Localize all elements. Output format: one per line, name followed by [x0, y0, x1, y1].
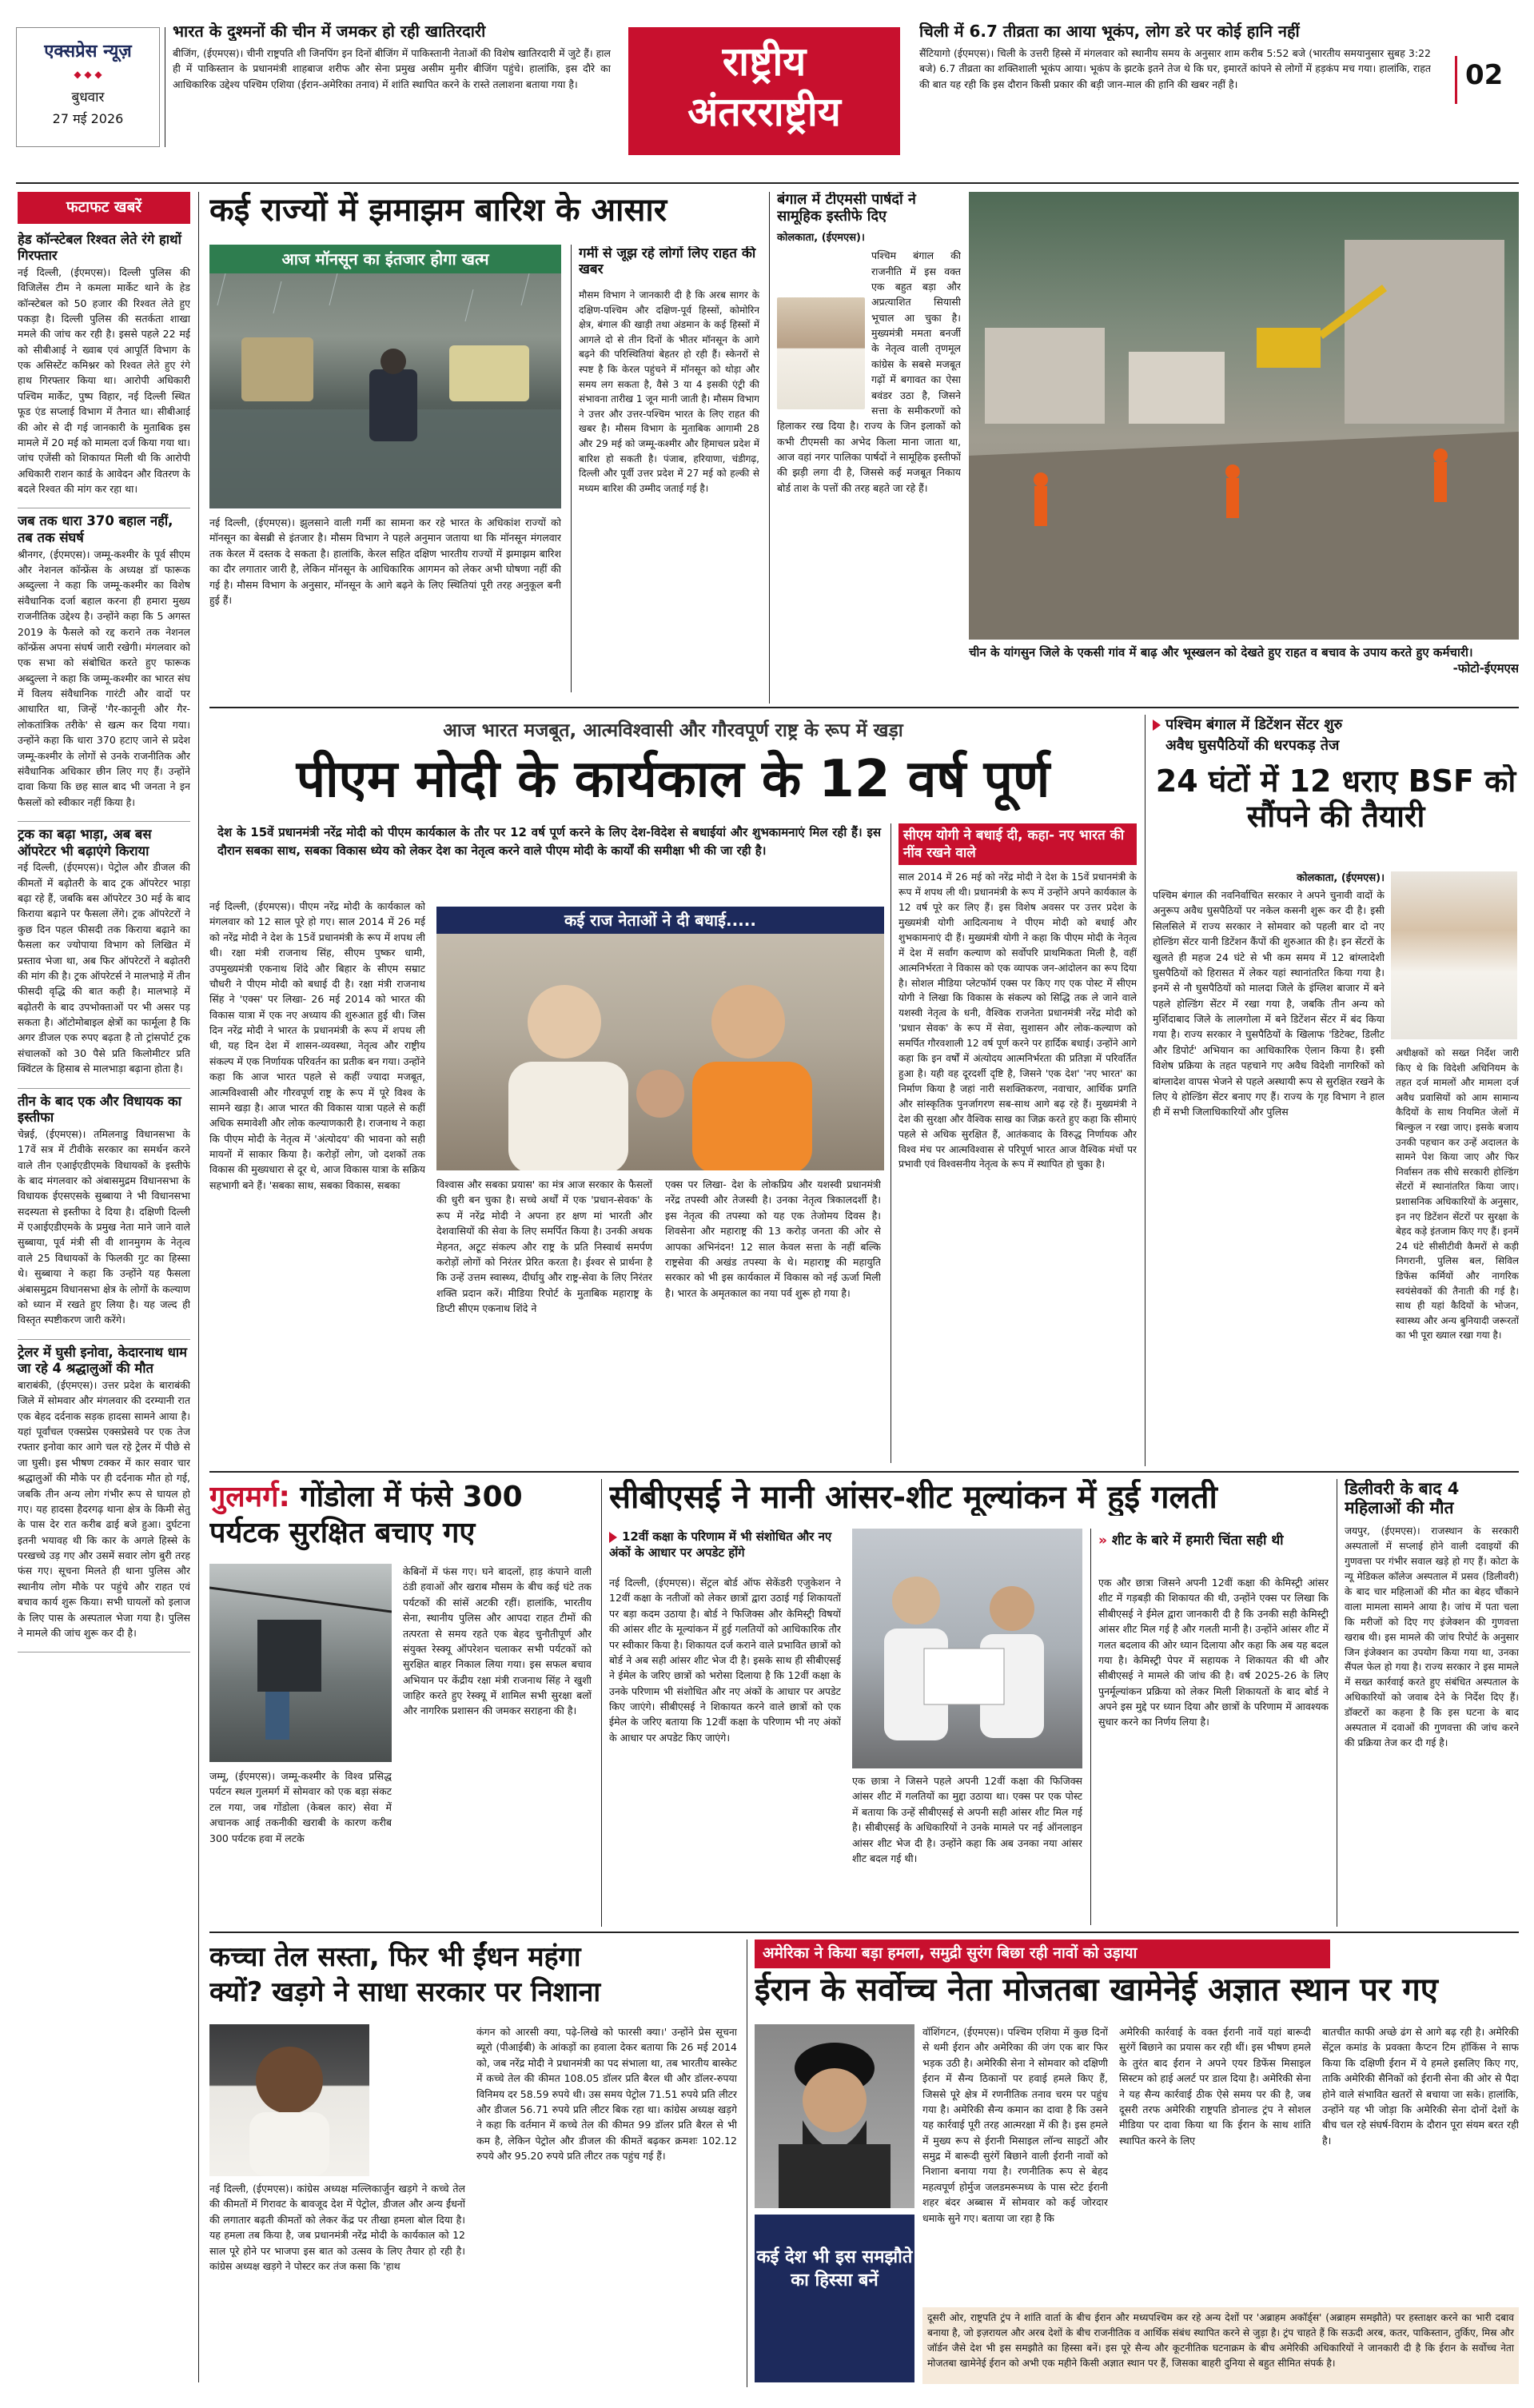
photo-band: आज मॉनसून का इंतजार होगा खत्म: [209, 245, 561, 273]
divider: [571, 245, 572, 692]
headline: कई राज्यों में झमाझम बारिश के आसार: [209, 192, 667, 229]
headline: भारत के दुश्मनों की चीन में जमकर हो रही खातिरदारी: [173, 22, 486, 41]
paper-name: एक्सप्रेस न्यूज़: [44, 42, 132, 62]
section-title-line1: राष्ट्रीय: [722, 38, 807, 85]
sidebar-story: [18, 827, 190, 1089]
dateline: कोलकाता, (ईएमएस)।: [1297, 872, 1385, 884]
column-2: कंगन को आरसी क्या, पढ़े-लिखे को फारसी क्या।' उन्होंने प्रेस सूचना ब्यूरो (पीआईबी) के आंकड़ों का हवाला देकर बताया कि 26 मई 2014 को, जब नरेंद्र मोदी ने प्रधानमंत्री का पद संभाला था, तब भारतीय बास्केट में कच्चे तेल की कीमत 108.05 डॉलर प्रति बैरल थी और डॉलर-रुपया विनिमय दर 58.59 रुपये थी। उस समय पेट्रोल 71.51 रुपये प्रति लीटर और डीजल 56.71 रुपये प्रति लीटर बिक रहा था। कांग्रेस अध्यक्ष खड़गे ने कहा कि वर्तमान में कच्चे तेल की कीमत 99 डॉलर प्रति बैरल से भी कम है, लेकिन पेट्रोल और डीजल की कीमतें बढ़कर क्रमशः 102.12 रुपये और 95.20 रुपये प्रति लीटर तक पहुंच गई हैं।: [476, 2026, 737, 2162]
column-3: एक्स पर लिखा- देश के लोकप्रिय और यशस्वी प्रधानमंत्री नरेंद्र तपस्वी और तेजस्वी है। उनका नेतृत्व त्रिकालदर्शी है। इस नेतृत्व की तपस्या को यह एक तेजोमय दिवस है। शिवसेना और महाराष्ट्र की 13 करोड़ जनता की ओर से आपका अभिनंदन! 12 साल केवल सत्ता के नहीं बल्कि राष्ट्रसेवा की अखंड तपस्या के थे। महाराष्ट्र की महायुति सरकार को भी इस कार्यकाल में विकास को नई ऊर्जा मिली है। भारत के अमृतकाल का नया पर्व शुरू हो गया है।: [665, 1178, 881, 1299]
headline: पीएम मोदी के कार्यकाल के 12 वर्ष पूर्ण: [296, 750, 1050, 810]
sidebar-story-body: नई दिल्ली, (ईएमएस)। पेट्रोल और डीजल की कीमतों में बढ़ोतरी के बाद ट्रक ऑपरेटर भाड़ा बढ़ा रहे हैं, जबकि बस ऑपरेटर 30 मई के बाद किराया बढ़ाने पर फैसला लेंगे। ट्रक ऑपरेटरों ने कुछ दिन पहल फीसदी तक किराया बढ़ाने का फैसला कर ज्योपाया विभाग को लिखित में प्रस्ताव भेजा था, अब फिर ऑपरेटरों ने बढ़ोतरी की मांग की है। ट्रक ऑपरेटर्स ने मालभाड़े में तीन फीसदी वृद्धि की बात कही है। मालभाड़े में बढ़ोतरी के बाद उपभोक्ताओं पर भी असर पड़ सकता है। ऑटोमोबाइल क्षेत्रों का फार्मूला है कि अगर डीजल एक रुपए बढ़ता है तो ट्रांसपोर्ट ट्रक संचालकों को 30 पैसे प्रति किलोमीटर प्रति क्विंटल के हिसाब से मालभाड़ा बढ़ाना होता है।: [18, 861, 190, 1075]
bengal-story: [777, 192, 961, 704]
countries-box-label: कई देश भी इस समझौते का हिस्सा बनें: [755, 2215, 914, 2382]
column-3: बातचीत काफी अच्छे ढंग से आगे बढ़ रही है। अमेरिकी सेंट्रल कमांड के प्रवक्ता कैप्टन टिम हॉकिंस ने साफ किया कि दक्षिणी ईरान में ये हमले इसलिए किए गए, ताकि अमेरिकी सैनिकों को ईरानी सेना की ओर से पैदा होने वाले संभावित खतरों से बचाया जा सके। हालांकि, उन्होंने यह भी जोड़ा कि अमेरिकी सेना दोनों देशों के बीच चल रहे संघर्ष-विराम के दौरान पूरा संयम बरत रही है।: [1322, 2026, 1519, 2147]
sidebar-story-body: बाराबंकी, (ईएमएस)। उत्तर प्रदेश के बाराबंकी जिले में सोमवार और मंगलवार की दरम्यानी रात एक बेहद दर्दनाक सड़क हादसा सामने आया है। यहां पूर्वांचल एक्सप्रेस एक्सप्रेसवे पर एक तेज रफ्तार इनोवा कार आगे चल रहे ट्रेलर में पीछे से जा घुसी। इस भीषण टक्कर में कार सवार चार श्रद्धालुओं की मौके पर ही दर्दनाक मौत हो गई, जबकि तीन अन्य लोग गंभीर रूप से घायल हो गए। यह हादसा हैदरगढ़ थाना क्षेत्र के किमी सेतु के पास देर रात करीब ढाई बजे हुआ। दुर्घटना इतनी भयावह थी कि कार के अगले हिस्से के परखच्चे उड़ गए और उसमें सवार लोग बुरी तरह फंस गए। सूचना मिलते ही थाना पुलिस और स्थानीय लोग मौके पर पहुंचे और राहत एवं बचाव कार्य शुरू किया। सभी घायलों को इलाज के लिए पास के अस्पताल भेजा गया है। पुलिस ने मामले की जांच शुरू कर दी है।: [18, 1378, 190, 1639]
kharge-photo: [209, 2024, 369, 2176]
flood-scene-illustration: [969, 192, 1519, 640]
sidebar-story: [18, 232, 190, 509]
sidebar-story: [18, 1345, 190, 1653]
divider: [1090, 1529, 1091, 1925]
dateline: कोलकाता, (ईएमएस)।: [777, 232, 865, 245]
bsf-story: [1153, 715, 1519, 1466]
subhead: 12वीं कक्षा के परिणाम में भी संशोधित और नए अंकों के आधार पर अपडेट होंगे: [609, 1529, 832, 1561]
story-body: सैंटियागो (ईएमएस)। चिली के उत्तरी हिस्से में मंगलवार को स्थानीय समय के अनुसार शाम करीब 5:52 बजे (भारतीय समयानुसार सुबह 3:22 बजे) 6.7 तीव्रता का शक्तिशाली भूकंप आया। भूकंप के झटके इतने तेज थे कि घर, इमारतें कांपने से लोगों में हड़कंप मच गया। हालांकि, राहत की बात यह रही कि इस दौरान किसी प्रकार की बड़ी जान-माल की हानि की खबर नहीं है।: [919, 47, 1431, 90]
modi-story: [209, 715, 1137, 1466]
sidebar-items: [18, 232, 190, 1653]
column-1: जम्मू, (ईएमएस)। जम्मू-कश्मीर के विश्व प्रसिद्ध पर्यटन स्थल गुलमर्ग में सोमवार को एक बड़ा संकट टल गया, जब गोंडोला (केबल कार) सेवा में अचानक आई तकनीकी खराबी के कारण करीब 300 पर्यटक हवा में लटके: [209, 1770, 392, 1844]
divider: [601, 1479, 602, 1927]
section-rule: [209, 707, 1519, 708]
sidebar-divider: [198, 192, 199, 2382]
column-1: नई दिल्ली, (ईएमएस)। पीएम नरेंद्र मोदी के कार्यकाल को मंगलवार को 12 साल पूरे हो गए। साल 2014 में 26 मई को नरेंद्र मोदी ने देश के 15वें प्रधानमंत्री के रूप में शपथ ली थी। रक्षा मंत्री राजनाथ सिंह, सीएम पुष्कर धामी, उपमुख्यमंत्री एकनाथ शिंदे और बिहार के सीएम सम्राट चौधरी ने पीएम मोदी को बधाई दी है। रक्षा मंत्री राजनाथ सिंह ने 'एक्स' पर लिखा- 26 मई 2014 को भारत की विकास यात्रा में एक नए अध्याय की शुरुआत हुई थी। जिस दिन नरेंद्र मोदी ने भारत के प्रधानमंत्री के रूप में शपथ ली थी, यह दिन देश में शासन-व्यवस्था, नेतृत्व और राष्ट्रीय संकल्प में एक निर्णायक परिवर्तन का प्रतीक बन गया। उन्होंने कहा कि आज भारत पहले से कहीं ज्यादा मजबूत, आत्मविश्वासी और गौरवपूर्ण राष्ट्र के रूप में पूरे विश्व के सामने खड़ा है। आज भारत की विकास यात्रा पहले से कहीं अधिक समावेशी और लोक कल्याणकारी है। राजनाथ ने कहा कि पीएम मोदी के नेतृत्व में 'अंत्योदय' की भावना को सही मायनों में साकार किया है। करोड़ों लोग, जो दशकों तक विकास की मुख्यधारा से दूर थे, आज विकास यात्रा के सक्रिय सहभागी बने हैं। 'सबका साथ, सबका विकास, सबका: [209, 900, 425, 1191]
monsoon-story: [209, 192, 761, 704]
china-flood-photo: [969, 192, 1519, 640]
cbse-story: [609, 1479, 1329, 1927]
column-2: अमेरिकी कार्रवाई के वक्त ईरानी नावें यहां बारूदी सुरंगें बिछाने का प्रयास कर रही थीं। इस भीषण हमले के तुरंत बाद ईरान ने अपने एयर डिफेंस मिसाइल सिस्टम को हाई अलर्ट पर डाल दिया है। अमेरिकी सेना ने यह सैन्य कार्रवाई ठीक ऐसे समय पर की है, जब दूसरी तरफ अमेरिकी राष्ट्रपति डोनाल्ड ट्रंप ने सोशल मीडिया पर दावा किया था कि ईरान के साथ शांति स्थापित करने के लिए: [1119, 2026, 1311, 2147]
modi-yogi-photo: [436, 907, 884, 1170]
column-1: वॉशिंगटन, (ईएमएस)। पश्चिम एशिया में कुछ दिनों से थमी ईरान और अमेरिका की जंग एक बार फिर भड़क उठी है। अमेरिकी सेना ने सोमवार को दक्षिणी ईरान में सैन्य ठिकानों पर हवाई हमले किए हैं, जिससे पूरे क्षेत्र में रणनीतिक तनाव चरम पर पहुंच गया है। अमेरिकी सैन्य कमान का दावा है कि उसने यह कार्रवाई पूरी तरह आत्मरक्षा में की है। इस हमले में मुख्य रूप से ईरानी मिसाइल लॉन्च साइटों और समुद्र में बारूदी सुरंगें बिछाने वाली ईरानी नावों को निशाना बनाया गया है। रणनीतिक रूप से बेहद महत्वपूर्ण होर्मुज जलडमरूमध्य के पास स्टेट ईरानी शहर बंदर अब्बास में सोमवार को कई जोरदार धमाके सुने गए। बताया जा रहा है कि: [922, 2026, 1108, 2224]
china-photo-caption: चीन के यांगसुन जिले के एकसी गांव में बाढ़ और भूस्खलन को देखते हुए राहत व बचाव के उपाय करते हुए कर्मचारी। -फोटो-ईएमएस: [969, 645, 1519, 676]
page-number: 02: [1455, 56, 1519, 104]
divider: [769, 192, 770, 704]
side-headline: गर्मी से जूझ रहे लोगों लिए राहत की खबर: [579, 246, 756, 277]
gondola-illustration: [209, 1564, 392, 1762]
photo-band: कई राज नेताओं ने दी बधाई.....: [436, 907, 884, 934]
sidebar-story: [18, 513, 190, 822]
top-right-story: [919, 22, 1431, 143]
headline: सीबीएसई ने मानी आंसर-शीट मूल्यांकन में हुई गलती: [609, 1479, 1217, 1516]
sidebar-story-body: श्रीनगर, (ईएमएस)। जम्मू-कश्मीर के पूर्व सीएम और नेशनल कॉन्फ्रेंस के अध्यक्ष डॉ फारूक अब्दुल्ला ने कहा कि जम्मू-कश्मीर का विशेष संवैधानिक दर्जा बहाल करना ही हमारा मुख्य राजनीतिक उद्देश्य है। उन्होंने कहा कि 5 अगस्त 2019 के फैसले को रद्द कराने तक नेशनल कॉन्फ्रेंस अपना संघर्ष जारी रखेगी। मंगलवार को एक सभा को संबोधित करते हुए फारूक अब्दुल्ला ने कहा कि जम्मू-कश्मीर का भारत संघ में विलय संवैधानिक गारंटी और वादों पर आधारित था, जिन्हें 'गैर-कानूनी और गैर-लोकतांत्रिक तरीके' से खत्म कर दिया गया। उन्होंने कहा कि धारा 370 हटाए जाने से प्रदेश जम्मू-कश्मीर के लोगों से उनके राजनीतिक और संवैधानिक अधिकार छीन लिए गए हैं। उन्होंने दावा किया कि छह साल बाद भी जनता ने इन फैसलों को स्वीकार नहीं किया है।: [18, 548, 190, 808]
column-2: केबिनों में फंस गए। घने बादलों, हाड़ कंपाने वाली ठंडी हवाओं और खराब मौसम के बीच कई घंटे तक पर्यटकों की सांसें अटकी रहीं। हालांकि, भारतीय सेना, स्थानीय पुलिस और आपदा राहत टीमों की तत्परता से समय रहते एक बेहद चुनौतीपूर्ण और संयुक्त रेस्क्यू ऑपरेशन चलाकर सभी पर्यटकों को सुरक्षित बाहर निकाल लिया गया। इस सफल बचाव अभियान पर केंद्रीय रक्षा मंत्री राजनाथ सिंह ने खुशी जाहिर करते हुए रेस्क्यू में शामिल सभी सुरक्षा बलों और नागरिक प्रशासन की जमकर सराहना की है।: [403, 1565, 592, 1717]
section-rule: [209, 1932, 1519, 1933]
story-body: जयपुर, (ईएमएस)। राजस्थान के सरकारी अस्पतालों में सप्लाई होने वाली दवाइयों की गुणवत्ता पर गंभीर सवाल खड़े हो गए हैं। कोटा के न्यू मेडिकल कॉलेज अस्पताल में प्रसव (डिलीवरी) के बाद चार महिलाओं की मौत का बेहद चौंकाने वाला मामला सामने आया है। जांच में पता चला कि मरीजों को दिए गए इंजेक्शन की गुणवत्ता खराब थी। इस मामले की जांच रिपोर्ट के अनुसार जिन इंजेक्शन का उपयोग किया गया था, उनका सैंपल फेल हो गया है। राज्य सरकार ने इस मामले में सख्त कार्रवाई करते हुए संबंधित अस्पताल के अधिकारियों को जवाब देने के निर्देश दिए हैं। डॉक्टरों का कहना है कि इस घटना के बाद अस्पताल में दवाओं की गुणवत्ता की जांच करने की प्रक्रिया तेज कर दी गई है।: [1345, 1525, 1519, 1748]
gondola-photo: [209, 1564, 392, 1762]
issue-date: 27 मई 2026: [52, 110, 124, 126]
masthead: [0, 0, 1534, 184]
kharge-illustration: [209, 2024, 369, 2176]
brand-ornament: ◆ ◆ ◆: [74, 68, 102, 80]
oil-story: [209, 1940, 739, 2387]
headline: चिली में 6.7 तीव्रता का आया भूकंप, लोग डरे पर कोई हानि नहीं: [919, 22, 1300, 41]
paper-brand-box: [16, 27, 160, 147]
sidebar-story-title: हेड कॉन्स्टेबल रिश्वत लेते रंगे हाथों गिरफ्तार: [18, 231, 181, 264]
yogi-body: साल 2014 में 26 मई को नरेंद्र मोदी ने देश के 15वें प्रधानमंत्री के रूप में शपथ ली थी। प्रधानमंत्री के रूप में उन्होंने अपने कार्यकाल के 12 वर्ष पूरे कर लिए हैं। इस विशेष अवसर पर उत्तर प्रदेश के मुख्यमंत्री योगी आदित्यनाथ ने पीएम मोदी को बधाई और शुभकामनाएं दी हैं। मुख्यमंत्री योगी ने कहा कि पीएम मोदी के नेतृत्व में देश में सर्वांग कल्याण को सर्वोपरि प्राथमिकता मिली है, वहीं आत्मनिर्भरता ने विकास को एक व्यापक जन-आंदोलन का रूप दिया है। सोशल मीडिया प्लेटफॉर्म एक्स पर किए गए एक पोस्ट में सीएम योगी ने लिखा कि विकास के संकल्प को सिद्धि तक ले जाने वाले यशस्वी नेतृत्व के धनी, वैश्विक राजनेता प्रधानमंत्री नरेंद्र मोदी को 'प्रधान सेवक' के रूप में सेवा, सुशासन और लोक-कल्याण को समर्पित गौरवशाली 12 वर्ष पूर्ण करने पर हार्दिक बधाई। उन्होंने आगे कहा कि इन वर्षों में अंत्योदय आत्मनिर्भरता की प्रतिज्ञा में परिवर्तित हुआ है। यही वह दूरदर्शी दृष्टि है, जिसने 'एक देश' 'नए भारत' का निर्माण किया है जहां नारी सशक्तिकरण, नवाचार, आर्थिक प्रगति और सांस्कृतिक पुनर्जागरण सब-साथ आगे बढ़ रहे हैं। मुख्यमंत्री ने देश की सुरक्षा और वैश्विक साख का जिक्र करते हुए कहा कि सीमाएं पहले से अधिक सुरक्षित हैं, आतंकवाद के विरुद्ध निर्णायक और विश्व मंच पर आत्मविश्वास से परिपूर्ण भारत आज वैश्विक मंचों पर प्रभावी एवं विश्वसनीय नेतृत्व के रूप में स्थापित हो चुका है।: [898, 871, 1137, 1170]
headline: ईरान के सर्वोच्च नेता मोजतबा खामेनेई अज्ञात स्थान पर गए: [755, 1971, 1438, 2008]
countries-box-body: दूसरी ओर, राष्ट्रपति ट्रंप ने शांति वार्ता के बीच ईरान और मध्यपश्चिम कर रहे अन्य देशों पर 'अब्राहम अकॉर्ड्स' (अब्राहम समझौते) पर हस्ताक्षर करने का भारी दबाव बनाया है, जो इज़रायल और अरब देशों के बीच राजनीतिक व आर्थिक संबंध स्थापित करने से जुड़ा है। ट्रंप चाहते हैं कि सऊदी अरब, कतर, पाकिस्तान, तुर्किए, मिस्र और जॉर्डन जैसे देश भी इस समझौते का हिस्सा बनें। इस पूरे सैन्य और कूटनीतिक घटनाक्रम के बीच अमेरिकी अधिकारियों ने जानकारी दी है कि ईरान के सर्वोच्च नेता मोजतबा खामेनेई ईरान को अभी एक महीने किसी अज्ञात स्थान पर हैं, जिसका बाहरी दुनिया से बहुत सीमित संपर्क है।: [922, 2307, 1519, 2384]
masthead-rule: [16, 182, 1519, 184]
intro: देश के 15वें प्रधानमंत्री नरेंद्र मोदी को पीएम कार्यकाल के तौर पर 12 वर्ष पूर्ण करने के लिए देश-विदेश से बधाईयां और शुभकामनाएं मिल रही हैं। इस दौरान सबका साथ, सबका विकास ध्येय को लेकर देश का नेतृत्व करने वाले पीएम मोदी के कार्यों की समीक्षा भी की जा रही है।: [217, 825, 881, 858]
headline: बंगाल में टीएमसी पार्षदों ने सामूहिक इस्तीफे दिए: [777, 192, 916, 225]
kicker: आज भारत मजबूत, आत्मविश्वासी और गौरवपूर्ण राष्ट्र के रूप में खड़ा: [443, 720, 903, 741]
iran-story: [755, 1940, 1519, 2387]
sidebar-story-title: जब तक धारा 370 बहाल नहीं, तब तक संघर्ष: [18, 513, 173, 546]
side-headline: » शीट के बारे में हमारी चिंता सही थी: [1098, 1533, 1284, 1549]
story-body: नई दिल्ली, (ईएमएस)। झुलसाने वाली गर्मी का सामना कर रहे भारत के अधिकांश राज्यों को मॉनसून का बेसब्री से इंतजार है। मौसम विभाग ने पहले अनुमान जताया था कि मॉनसून मंगलवार तक केरल में दस्तक दे सकता है। हालांकि, केरल सहित दक्षिण भारतीय राज्यों में झमाझम बारिश का दौर लगातार जारी है, लेकिन मॉनसून के आधिकारिक आगमन को लेकर अभी घोषणा नहीं की गई है। मौसम विभाग के अनुसार, मॉनसून के आगे बढ़ने के लिए स्थितियां पूरी तरह अनुकूल बनी हुई हैं।: [209, 516, 561, 606]
story-body-2: अधीक्षकों को सख्त निर्देश जारी किए थे कि विदेशी अधिनियम के तहत दर्ज मामलों और मामला दर्ज अवैध प्रवासियों को आम सामान्य कैदियों के साथ नियमित जेलों में बिल्कुल न रखा जाए। इसके बजाय उनकी पहचान कर उन्हें अदालत के सामने पेश किया जाए और फिर निर्वासन तक सीधे सरकारी होल्डिंग सेंटरों में स्थानांतरित किया जाए। प्रशासनिक अधिकारियों के अनुसार, इन नए डिटेंशन सेंटरों पर सुरक्षा के बेहद कड़े इंतजाम किए गए हैं। इनमें 24 घंटे सीसीटीवी कैमरों से कड़ी निगरानी, पुलिस बल, सिविल डिफेंस कर्मियों और नागरिक स्वयंसेवकों की तैनाती की गई है। साथ ही यहां कैदियों के भोजन, स्वास्थ्य और अन्य बुनियादी जरूरतों का भी पूरा ख्याल रखा गया है।: [1396, 1047, 1519, 1342]
tag-2: अवैध घुसपैठियों की धरपकड़ तेज: [1165, 737, 1340, 755]
story-body: नई दिल्ली, (ईएमएस)। सेंट्रल बोर्ड ऑफ सेकेंडरी एजुकेशन ने 12वीं कक्षा के नतीजों को लेकर छात्रों द्वारा उठाई गई शिकायतों पर बड़ा कदम उठाया है। बोर्ड ने फिजिक्स और केमिस्ट्री विषयों की आंसर शीट के मूल्यांकन में हुई गलतियों को आधिकारिक तौर पर स्वीकार किया है। शिकायत दर्ज कराने वाले प्रभावित छात्रों को बोर्ड ने अब सही आंसर शीट भेज दी है। इसके साथ ही सीबीएसई ने ईमेल के जरिए छात्रों को भरोसा दिलाया है कि 12वीं कक्षा के उनके परिणाम भी संशोधित और नए अंकों के आधार पर अपडेट किए जाएंगे। सीबीएसई ने शिकायत करने वाले छात्रों को एक ईमेल के जरिए बताया कि 12वीं कक्षा के परिणाम भी नए अंकों के आधार पर अपडेट किए जाएंगे।: [609, 1577, 841, 1744]
side-body: मौसम विभाग ने जानकारी दी है कि अरब सागर के दक्षिण-पश्चिम और दक्षिण-पूर्व हिस्सों, कोमोरिन क्षेत्र, बंगाल की खाड़ी तथा अंडमान के कई हिस्सों में आगले दो से तीन दिनों के भीतर मॉनसून के आगे बढ़ने की परिस्थितियां बेहतर हो रही हैं। स्केनरों से स्पष्ट है कि केरल पहुंचने में मॉनसून को थोड़ा और समय लग सकता है, वैसे 3 या 4 इसकी एंट्री की संभावना तारीख 1 जून मानी जाती है। मौसम विभाग ने उत्तर और उत्तर-पश्चिम भारत के लिए राहत की खबर है। मौसम विभाग के मुताबिक आगामी 28 और 29 मई को जम्मू-कश्मीर और हिमाचल प्रदेश में बारिश हो सकती है। पंजाब, हरियाणा, चंडीगढ़, दिल्ली और पूर्वी उत्तर प्रदेश में 27 मई को हल्की से मध्यम बारिश की उम्मीद जताई गई है।: [579, 289, 759, 494]
side-body: एक और छात्रा जिसने अपनी 12वीं कक्षा की केमिस्ट्री आंसर शीट में गड़बड़ी की शिकायत की थी, उन्होंने एक्स पर लिखा कि सीबीएसई ने ईमेल द्वारा जानकारी दी है कि उनकी सही केमिस्ट्री आंसर शीट मिल गई है और गलती मानी है। उन्होंने आंसर शीट में गलत बदलाव की ओर ध्यान दिलाया और कहा कि अब यह बदल गया है। केमिस्ट्री पेपर में सहायक ने शिकायत की थी और सीबीएसई ने मामले की जांच की है। वर्ष 2025-26 के लिए पुनर्मूल्यांकन प्रक्रिया को लेकर मिली शिकायतों के बाद बोर्ड ने अपने इस मुद्दे पर ध्यान दिया और छात्रों के परिणाम में आवश्यक सुधार करने का निर्णय लिया है।: [1098, 1577, 1329, 1728]
headline: डिलीवरी के बाद 4 महिलाओं की मौत: [1345, 1479, 1460, 1518]
gulmarg-story: [209, 1479, 593, 1927]
headline: 24 घंटों में 12 धराए BSF को सौंपने की तैयारी: [1155, 764, 1516, 834]
sidebar-story: [18, 1094, 190, 1340]
column-2: विश्वास और सबका प्रयास' का मंत्र आज सरकार के फैसलों की धुरी बन चुका है। सच्चे अर्थों में एक 'प्रधान-सेवक' के रूप में नरेंद्र मोदी ने अपना हर क्षण मां भारती और देशवासियों की सेवा के लिए समर्पित किया है। उनकी अथक मेहनत, अटूट संकल्प और राष्ट्र के प्रति निस्वार्थ समर्पण करोड़ों लोगों को निरंतर प्रेरित करता है। ईश्वर से प्रार्थना है कि उन्हें उत्तम स्वास्थ्य, दीर्घायु और राष्ट्र-सेवा के लिए निरंतर शक्ति प्रदान करें। मीडिया रिपोर्ट के मुताबिक महाराष्ट्र के डिप्टी सीएम एकनाथ शिंदे ने: [436, 1178, 652, 1314]
suvendu-photo: [1391, 871, 1517, 1039]
sidebar: [18, 192, 190, 2382]
khamenei-photo: [755, 2024, 914, 2208]
women-story: [1345, 1479, 1519, 1927]
section-rule: [209, 1471, 1519, 1473]
sidebar-story-title: तीन के बाद एक और विधायक का इस्तीफा: [18, 1093, 181, 1126]
yogi-sidebar: [898, 823, 1137, 1463]
sidebar-story-title: ट्रेलर में घुसी इनोवा, केदारनाथ धाम जा रहे 4 श्रद्धालुओं की मौत: [18, 1344, 187, 1377]
sidebar-story-title: ट्रक का बढ़ा भाड़ा, अब बस ऑपरेटर भी बढ़ाएंगे किराया: [18, 827, 152, 859]
mamata-photo: [777, 297, 865, 409]
story-body: बीजिंग, (ईएमएस)। चीनी राष्ट्रपति शी जिनपिंग इन दिनों बीजिंग में पाकिस्तानी नेताओं की विशेष खातिरदारी में जुटे हैं। हाल ही में पाकिस्तान के प्रधानमंत्री शाहबाज शरीफ और सेना प्रमुख असीम मुनीर बीजिंग पहुंचे। हालांकि, इस दौरे का आधिकारिक उद्देश्य पश्चिम एशिया (ईरान-अमेरिका तनाव) में शांति स्थापित करने के रास्ते तलाशना बताया गया है।: [173, 47, 611, 90]
sidebar-story-body: नई दिल्ली, (ईएमएस)। दिल्ली पुलिस की विजिलेंस टीम ने कमला मार्केट थाने के हेड कॉन्स्टेबल को 50 हजार की रिश्वत लेते हुए पकड़ा है। दिल्ली पुलिस की सतर्कता शाखा ममले की जांच कर रही है। इससे पहले 22 मई को सीबीआई ने ख्वाब एवं आपूर्ति विभाग के एक असिस्टेंट कमिश्नर को रिश्वत लेते हुए रंगे हाथ गिरफ्तार किया था। आरोपी अधिकारी पश्चिम मार्केट, पुष्प विहार, नई दिल्ली स्थित फूड एंड सप्लाई विभाग में तैनात था। सीबीआई की ओर से दी गई जानकारी के मुताबिक इस मामले में 20 मई को मामला दर्ज किया गया था। जांच एजेंसी को शिकायत मिली थी कि आरोपी अधिकारी राशन कार्ड के आवेदन और वितरण के बदले रिश्वत की मांग कर रहा था।: [18, 265, 190, 496]
kicker: गुलमर्ग:: [209, 1481, 290, 1513]
rain-scene-illustration: [209, 273, 561, 508]
headline: गुलमर्ग: गोंडोला में फंसे 300 पर्यटक सुरक्षित बचाए गए: [209, 1481, 523, 1549]
headline: कच्चा तेल सस्ता, फिर भी ईंधन महंगा क्यों? खड़गे ने साधा सरकार पर निशाना: [209, 1941, 601, 2009]
students-photo: [852, 1529, 1082, 1768]
story-body: पश्चिम बंगाल की नवनिर्वाचित सरकार ने अपने चुनावी वादों के अनुरूप अवैध घुसपैठियों पर नकेल कसनी शुरू कर दी है। इसी सिलसिले में राज्य सरकार ने सोमवार को पहली बार दो नए होल्डिंग सेंटर यानी डिटेंशन कैंपों की शुरुआत की है। इन सेंटरों के खुलते ही महज 24 घंटे से भी कम समय में 12 बांग्लादेशी घुसपैठियों को हिरासत में लेकर यहां स्थानांतरित किया गया है। इनमें से नौ घुसपैठियों को मालदा जिले के इंग्लिश बाजार में बने पहले होल्डिंग सेंटर में रखा गया है, जबकि तीन अन्य को मुर्शिदाबाद जिले के लालगोला में बने डिटेंशन सेंटर में बंद किया गया है। राज्य सरकार ने घुसपैठियों के खिलाफ 'डिटेक्ट, डिलीट और डिपोर्ट' अभियान का आधिकारिक ऐलान किया है। इसी विशेष प्रक्रिया के तहत पहचाने गए अवैध विदेशी नागरिकों को बांग्लादेश वापस भेजने से पहले अस्थायी रूप से सुरक्षित रखने के लिए ये होल्डिंग सेंटर बनाए गए हैं। राज्य के गृह विभाग ने हाल ही में सभी जिलाधिकारियों और पुलिस: [1153, 889, 1385, 1118]
students-illustration: [852, 1529, 1082, 1768]
rain-street-photo: [209, 245, 561, 508]
column-1: नई दिल्ली, (ईएमएस)। कांग्रेस अध्यक्ष मल्लिकार्जुन खड़गे ने कच्चे तेल की कीमतों में गिरावट के बावजूद देश में पेट्रोल, डीजल और अन्य ईंधनों की लगातार बढ़ती कीमतों को लेकर केंद्र पर तीखा हमला बोल दिया है। यह हमला तब किया है, जब प्रधानमंत्री नरेंद्र मोदी के कार्यकाल को 12 साल पूरे होने पर भाजपा इस बात को उत्सव के लिए तैयार हो रही है। कांग्रेस अध्यक्ष खड़गे ने पोस्टर कर तंज कसा कि 'हाथ: [209, 2183, 465, 2272]
kicker: अमेरिका ने किया बड़ा हमला, समुद्री सुरंग बिछा रही नावों को उड़ाया: [755, 1940, 1330, 1968]
yogi-headline: सीएम योगी ने बधाई दी, कहा- नए भारत की नींव रखने वाले: [898, 823, 1137, 865]
top-left-story: [173, 22, 611, 143]
story-body: पश्चिम बंगाल की राजनीति में इस वक्त एक बहुत बड़ा और अप्रत्याशित सियासी भूचाल आ चुका है। मुख्यमंत्री ममता बनर्जी के नेतृत्व वाली तृणमूल कांग्रेस के सबसे मजबूत गढ़ों में बगावत का ऐसा बवंडर उठा है, जिसने सत्ता के समीकरणों को हिलाकर रख दिया है। राज्य के जिन इलाकों को कभी टीएमसी का अभेद किला माना जाता था, आज वहां नगर पालिका पार्षदों ने सामूहिक इस्तीफों की झड़ी लगा दी है, जिससे कई मजबूत निकाय बोर्ड ताश के पत्तों की तरह बहते जा रहे हैं।: [777, 249, 961, 494]
divider: [1145, 715, 1146, 1466]
issue-day: बुधवार: [71, 90, 105, 106]
khamenei-illustration: [755, 2024, 914, 2208]
section-title-line2: अंतरराष्ट्रीय: [687, 88, 841, 135]
photo-credit: -फोटो-ईएमएस: [1452, 661, 1519, 676]
modi-yogi-illustration: [436, 934, 884, 1170]
sidebar-label: फटाफट खबरें: [18, 192, 190, 224]
sidebar-story-body: चेन्नई, (ईएमएस)। तमिलनाडु विधानसभा के 17वें सत्र में टीवीके सरकार का समर्थन करने वाले तीन एआईएडीएमके विधायकों के इस्तीफे के बाद मंगलवार को अंबासमुद्रम विधानसभा के विधायक ईएसएसके सुब्बाया ने भी विधानसभा सदस्यता से इस्तीफा दे दिया है। दक्षिणी दिल्ली में एआईएडीएमके के प्रमुख नेता माने जाने वाले सुब्बाया, पूर्व मंत्री सी वी शानमुगम के नेतृत्व वाले 25 विधायकों के फिलकी गुट का हिस्सा थे। सुब्बाया ने कहा कि उन्होंने यह फैसला अंबासमुद्रम विधानसभा क्षेत्र के लोगों के कल्याण को ध्यान में रखते हुए लिया है। यह जल्द ही विस्तृत स्पष्टीकरण जारी करेंगे।: [18, 1127, 190, 1326]
section-title-box: [628, 27, 900, 155]
photo-caption: एक छात्रा ने जिसने पहले अपनी 12वीं कक्षा की फिजिक्स आंसर शीट में गलतियों का मुद्दा उठाया था। एक्स पर एक पोस्ट में बताया कि उन्हें सीबीएसई से अपनी सही आंसर शीट मिल गई है। सीबीएसई के अधिकारियों ने उनके मामले पर नई ऑनलाइन आंसर शीट भेज दी है। उन्होंने कहा कि अब उनका नया आंसर शीट बदल गई थी।: [852, 1775, 1082, 1864]
tag: पश्चिम बंगाल में डिटेंशन सेंटर शुरु: [1153, 715, 1519, 736]
